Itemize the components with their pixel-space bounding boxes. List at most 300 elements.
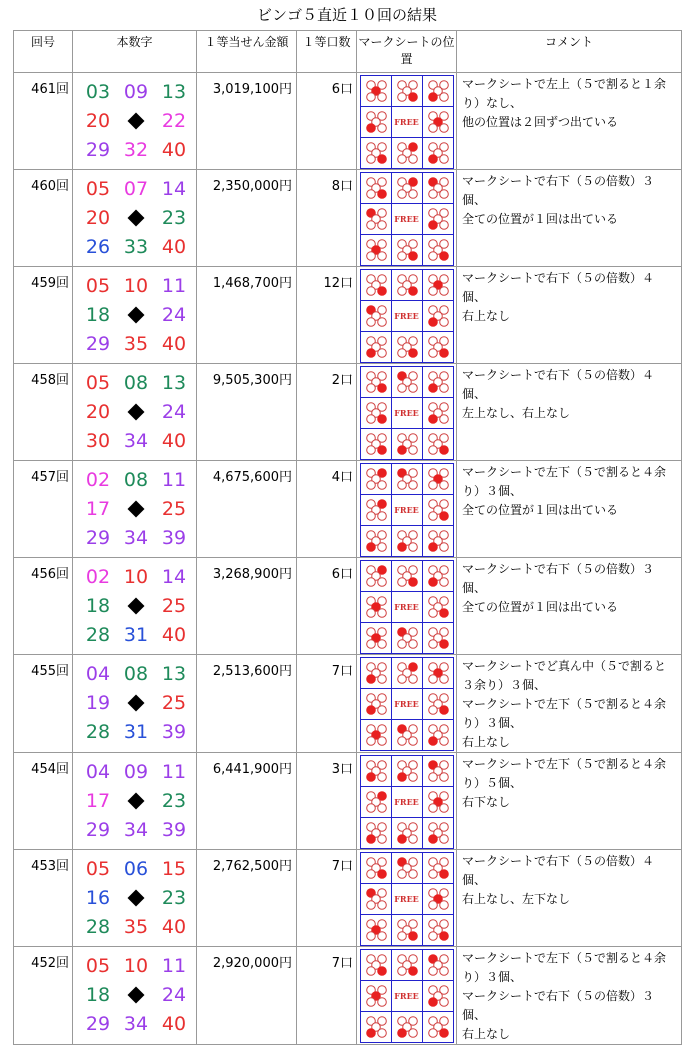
prize-cell: 4,675,600円	[197, 461, 297, 558]
round-cell: 453回	[14, 850, 73, 947]
comment-line: 全ての位置が１回は出ている	[462, 212, 619, 226]
number: 29	[85, 139, 111, 161]
winners-cell: 3口	[297, 753, 357, 850]
mark-cell-icon	[424, 757, 452, 785]
number: 40	[161, 430, 187, 452]
number: 39	[161, 721, 187, 743]
mark-empty	[439, 835, 448, 844]
number: 11	[161, 761, 187, 783]
mark-filled	[366, 124, 375, 133]
mark-cell	[423, 464, 453, 494]
free-cell: FREE	[392, 301, 422, 331]
number: 26	[85, 236, 111, 258]
mark-cell	[423, 204, 453, 234]
free-cell: FREE	[392, 204, 422, 234]
number: 03	[85, 81, 111, 103]
diamond-icon	[128, 501, 145, 518]
number-grid	[73, 947, 196, 1039]
winners-cell: 6口	[297, 558, 357, 655]
card-cell	[357, 267, 457, 364]
bonus-diamond-icon	[117, 689, 155, 718]
mark-cell-icon	[393, 757, 421, 785]
number: 29	[85, 527, 111, 549]
mark-cell	[392, 720, 422, 750]
mark-cell-icon	[362, 690, 390, 718]
winners-cell: 12口	[297, 267, 357, 364]
number: 08	[123, 663, 149, 685]
mark-empty	[377, 835, 386, 844]
mark-empty	[439, 384, 448, 393]
number: 40	[161, 624, 187, 646]
mark-cell-icon	[393, 951, 421, 979]
mark-cell-icon	[424, 108, 452, 136]
winners-cell: 6口	[297, 73, 357, 170]
mark-filled	[408, 967, 417, 976]
mark-cell	[423, 623, 453, 653]
mark-filled	[428, 384, 437, 393]
comment-line: マークシートで右下（５の倍数）３個、	[462, 989, 655, 1022]
mark-empty	[439, 901, 448, 910]
mark-empty	[428, 124, 437, 133]
mark-empty	[366, 512, 375, 521]
mark-filled	[428, 93, 437, 102]
mark-cell	[423, 884, 453, 914]
number: 22	[161, 110, 187, 132]
mark-filled	[439, 512, 448, 521]
mark-empty	[439, 967, 448, 976]
mark-filled	[366, 543, 375, 552]
mark-cell	[423, 173, 453, 203]
mark-sheet-grid	[360, 269, 454, 363]
comment-line: マークシートで右下（５の倍数）４個、	[462, 368, 655, 401]
mark-empty	[428, 640, 437, 649]
mark-sheet-grid	[360, 172, 454, 266]
mark-cell	[423, 981, 453, 1011]
mark-cell	[361, 107, 391, 137]
number-grid	[73, 558, 196, 650]
mark-cell-icon	[362, 302, 390, 330]
mark-cell	[423, 235, 453, 265]
number: 04	[85, 761, 111, 783]
mark-cell-icon	[393, 465, 421, 493]
mark-cell	[423, 495, 453, 525]
mark-cell-icon	[362, 108, 390, 136]
winners-cell: 7口	[297, 850, 357, 947]
number: 05	[85, 372, 111, 394]
bonus-diamond-icon	[117, 884, 155, 913]
comment-line: マークシートでど真ん中（５で割ると３余り）３個、	[462, 659, 667, 692]
mark-sheet-grid	[360, 657, 454, 751]
mark-empty	[377, 932, 386, 941]
mark-cell	[392, 526, 422, 556]
mark-cell-icon	[393, 916, 421, 944]
comment-cell	[457, 364, 682, 461]
mark-cell-icon	[362, 819, 390, 847]
diamond-icon	[128, 890, 145, 907]
mark-empty	[366, 901, 375, 910]
mark-empty	[428, 804, 437, 813]
mark-filled	[408, 578, 417, 587]
mark-cell	[423, 950, 453, 980]
comment-cell	[457, 558, 682, 655]
mark-cell-icon	[424, 788, 452, 816]
number: 17	[85, 498, 111, 520]
mark-cell-icon	[424, 368, 452, 396]
mark-empty	[377, 252, 386, 261]
mark-empty	[397, 737, 406, 746]
number: 05	[85, 858, 111, 880]
mark-cell	[361, 756, 391, 786]
round-cell: 461回	[14, 73, 73, 170]
mark-empty	[377, 706, 386, 715]
mark-cell	[423, 526, 453, 556]
mark-empty	[397, 967, 406, 976]
mark-filled	[397, 835, 406, 844]
number: 24	[161, 304, 187, 326]
number: 13	[161, 81, 187, 103]
mark-empty	[366, 446, 375, 455]
round-cell: 458回	[14, 364, 73, 461]
mark-empty	[439, 998, 448, 1007]
free-cell: FREE	[392, 107, 422, 137]
mark-empty	[377, 93, 386, 102]
mark-empty	[428, 349, 437, 358]
mark-cell	[392, 623, 422, 653]
mark-filled	[439, 870, 448, 879]
mark-empty	[408, 835, 417, 844]
number: 39	[161, 527, 187, 549]
bonus-diamond-icon	[117, 495, 155, 524]
mark-filled	[366, 1029, 375, 1038]
mark-empty	[397, 578, 406, 587]
mark-empty	[428, 773, 437, 782]
number: 33	[123, 236, 149, 258]
header-winners: １等口数	[297, 31, 357, 73]
card-cell	[357, 364, 457, 461]
mark-cell	[392, 756, 422, 786]
number: 20	[85, 110, 111, 132]
mark-filled	[439, 932, 448, 941]
mark-cell-icon	[424, 690, 452, 718]
bonus-diamond-icon	[117, 981, 155, 1010]
number: 08	[123, 469, 149, 491]
mark-filled	[439, 640, 448, 649]
number: 14	[161, 566, 187, 588]
mark-cell-icon	[424, 854, 452, 882]
bonus-diamond-icon	[117, 204, 155, 233]
mark-empty	[408, 737, 417, 746]
mark-cell-icon	[362, 368, 390, 396]
prize-cell: 1,468,700円	[197, 267, 297, 364]
comment-cell	[457, 73, 682, 170]
numbers-cell	[73, 753, 197, 850]
mark-filled	[377, 967, 386, 976]
mark-cell-icon	[424, 885, 452, 913]
winners-cell: 2口	[297, 364, 357, 461]
mark-cell-icon	[362, 271, 390, 299]
number: 10	[123, 566, 149, 588]
number: 06	[123, 858, 149, 880]
table-row	[14, 753, 682, 850]
prize-cell: 2,513,600円	[197, 655, 297, 753]
mark-empty	[428, 1029, 437, 1038]
mark-cell	[423, 1012, 453, 1042]
number: 30	[85, 430, 111, 452]
mark-cell	[423, 592, 453, 622]
number: 10	[123, 955, 149, 977]
mark-cell	[361, 429, 391, 459]
mark-filled	[377, 446, 386, 455]
round-cell: 459回	[14, 267, 73, 364]
mark-cell	[423, 658, 453, 688]
mark-filled	[408, 93, 417, 102]
comment-cell	[457, 170, 682, 267]
number: 28	[85, 916, 111, 938]
mark-cell	[423, 756, 453, 786]
number: 29	[85, 1013, 111, 1035]
free-cell: FREE	[392, 495, 422, 525]
number-grid	[73, 364, 196, 456]
mark-cell-icon	[362, 885, 390, 913]
mark-empty	[428, 706, 437, 715]
mark-filled	[439, 252, 448, 261]
winners-cell: 8口	[297, 170, 357, 267]
number: 18	[85, 984, 111, 1006]
mark-empty	[439, 318, 448, 327]
number: 10	[123, 275, 149, 297]
number-grid	[73, 170, 196, 262]
mark-cell	[361, 270, 391, 300]
mark-cell-icon	[362, 205, 390, 233]
mark-cell-icon	[393, 77, 421, 105]
mark-filled	[377, 384, 386, 393]
mark-cell	[392, 561, 422, 591]
mark-cell-icon	[393, 430, 421, 458]
mark-empty	[408, 155, 417, 164]
mark-cell-icon	[424, 593, 452, 621]
number-grid	[73, 461, 196, 553]
number-grid	[73, 73, 196, 165]
mark-empty	[366, 640, 375, 649]
number: 19	[85, 692, 111, 714]
winners-cell: 4口	[297, 461, 357, 558]
number: 16	[85, 887, 111, 909]
mark-filled	[439, 1029, 448, 1038]
mark-cell	[361, 235, 391, 265]
bonus-diamond-icon	[117, 107, 155, 136]
mark-empty	[377, 773, 386, 782]
number: 40	[161, 333, 187, 355]
mark-cell	[392, 818, 422, 848]
mark-cell	[423, 915, 453, 945]
mark-empty	[439, 190, 448, 199]
number-grid	[73, 753, 196, 845]
number: 28	[85, 624, 111, 646]
numbers-cell	[73, 267, 197, 364]
mark-filled	[397, 773, 406, 782]
bonus-diamond-icon	[117, 398, 155, 427]
mark-cell-icon	[393, 139, 421, 167]
free-cell: FREE	[392, 787, 422, 817]
number: 31	[123, 721, 149, 743]
mark-cell-icon	[424, 430, 452, 458]
card-cell	[357, 947, 457, 1045]
mark-empty	[428, 675, 437, 684]
mark-empty	[428, 901, 437, 910]
mark-cell-icon	[393, 1013, 421, 1041]
mark-cell-icon	[362, 788, 390, 816]
number: 34	[123, 1013, 149, 1035]
comment-cell	[457, 850, 682, 947]
prize-cell: 9,505,300円	[197, 364, 297, 461]
mark-cell	[361, 720, 391, 750]
comment-line: 全ての位置が１回は出ている	[462, 503, 619, 517]
number: 09	[123, 81, 149, 103]
number: 18	[85, 304, 111, 326]
number: 35	[123, 333, 149, 355]
mark-empty	[377, 512, 386, 521]
comment-line: マークシートで左下（５で割ると４余り）３個、	[462, 697, 667, 730]
number: 24	[161, 401, 187, 423]
numbers-cell	[73, 461, 197, 558]
number: 28	[85, 721, 111, 743]
mark-empty	[366, 221, 375, 230]
mark-empty	[377, 640, 386, 649]
mark-empty	[397, 384, 406, 393]
mark-cell	[392, 1012, 422, 1042]
number: 08	[123, 372, 149, 394]
mark-filled	[377, 415, 386, 424]
comment-line: 右下なし	[462, 795, 511, 809]
mark-cell-icon	[424, 174, 452, 202]
mark-filled	[377, 155, 386, 164]
prize-cell: 3,019,100円	[197, 73, 297, 170]
mark-cell-icon	[424, 139, 452, 167]
mark-empty	[366, 190, 375, 199]
mark-empty	[366, 578, 375, 587]
mark-empty	[439, 93, 448, 102]
comment-cell	[457, 267, 682, 364]
round-cell: 452回	[14, 947, 73, 1045]
number: 40	[161, 1013, 187, 1035]
mark-cell	[423, 301, 453, 331]
mark-cell-icon	[424, 333, 452, 361]
mark-empty	[428, 481, 437, 490]
mark-cell-icon	[362, 982, 390, 1010]
number: 11	[161, 469, 187, 491]
number: 20	[85, 401, 111, 423]
card-cell	[357, 558, 457, 655]
number: 25	[161, 498, 187, 520]
table-row	[14, 850, 682, 947]
mark-filled	[408, 932, 417, 941]
numbers-cell	[73, 73, 197, 170]
mark-sheet-grid	[360, 560, 454, 654]
card-cell	[357, 753, 457, 850]
mark-filled	[408, 287, 417, 296]
mark-cell-icon	[424, 1013, 452, 1041]
prize-cell: 2,920,000円	[197, 947, 297, 1045]
number: 02	[85, 566, 111, 588]
mark-cell	[423, 818, 453, 848]
mark-filled	[439, 349, 448, 358]
mark-empty	[377, 481, 386, 490]
bonus-diamond-icon	[117, 592, 155, 621]
mark-cell	[361, 787, 391, 817]
mark-empty	[366, 998, 375, 1007]
mark-empty	[377, 804, 386, 813]
diamond-icon	[128, 987, 145, 1004]
number: 13	[161, 663, 187, 685]
round-cell: 460回	[14, 170, 73, 267]
mark-cell	[361, 658, 391, 688]
numbers-cell	[73, 364, 197, 461]
mark-cell-icon	[362, 916, 390, 944]
mark-empty	[439, 737, 448, 746]
mark-empty	[377, 543, 386, 552]
number: 34	[123, 527, 149, 549]
card-cell	[357, 73, 457, 170]
results-table	[13, 30, 682, 1045]
mark-cell	[361, 623, 391, 653]
mark-cell	[361, 884, 391, 914]
mark-empty	[408, 543, 417, 552]
mark-empty	[397, 640, 406, 649]
mark-empty	[397, 481, 406, 490]
mark-cell	[361, 332, 391, 362]
mark-empty	[439, 124, 448, 133]
round-cell: 456回	[14, 558, 73, 655]
mark-cell-icon	[362, 562, 390, 590]
comment-cell	[457, 655, 682, 753]
number: 34	[123, 819, 149, 841]
mark-cell-icon	[424, 624, 452, 652]
mark-empty	[366, 609, 375, 618]
mark-empty	[397, 932, 406, 941]
number: 40	[161, 916, 187, 938]
mark-cell	[361, 204, 391, 234]
comment-line: マークシートで右下（５の倍数）４個、	[462, 854, 655, 887]
mark-empty	[428, 252, 437, 261]
mark-empty	[408, 446, 417, 455]
mark-sheet-grid	[360, 75, 454, 169]
card-cell	[357, 850, 457, 947]
comment-line: マークシートで右下（５の倍数）３個、	[462, 174, 655, 207]
comment-line: マークシートで左上（５で割ると１余り）なし、	[462, 77, 667, 110]
mark-empty	[397, 287, 406, 296]
mark-cell-icon	[424, 982, 452, 1010]
mark-cell	[392, 658, 422, 688]
mark-sheet-grid	[360, 463, 454, 557]
number: 32	[123, 139, 149, 161]
mark-empty	[408, 870, 417, 879]
numbers-cell	[73, 558, 197, 655]
mark-cell	[423, 429, 453, 459]
mark-cell-icon	[362, 659, 390, 687]
number-grid	[73, 267, 196, 359]
mark-empty	[428, 287, 437, 296]
mark-empty	[428, 512, 437, 521]
mark-cell-icon	[424, 205, 452, 233]
comment-line: 右上なし	[462, 309, 511, 323]
mark-filled	[366, 773, 375, 782]
mark-cell-icon	[362, 236, 390, 264]
number-grid	[73, 850, 196, 942]
mark-empty	[377, 578, 386, 587]
winners-cell: 7口	[297, 947, 357, 1045]
mark-cell	[392, 429, 422, 459]
mark-cell-icon	[362, 624, 390, 652]
